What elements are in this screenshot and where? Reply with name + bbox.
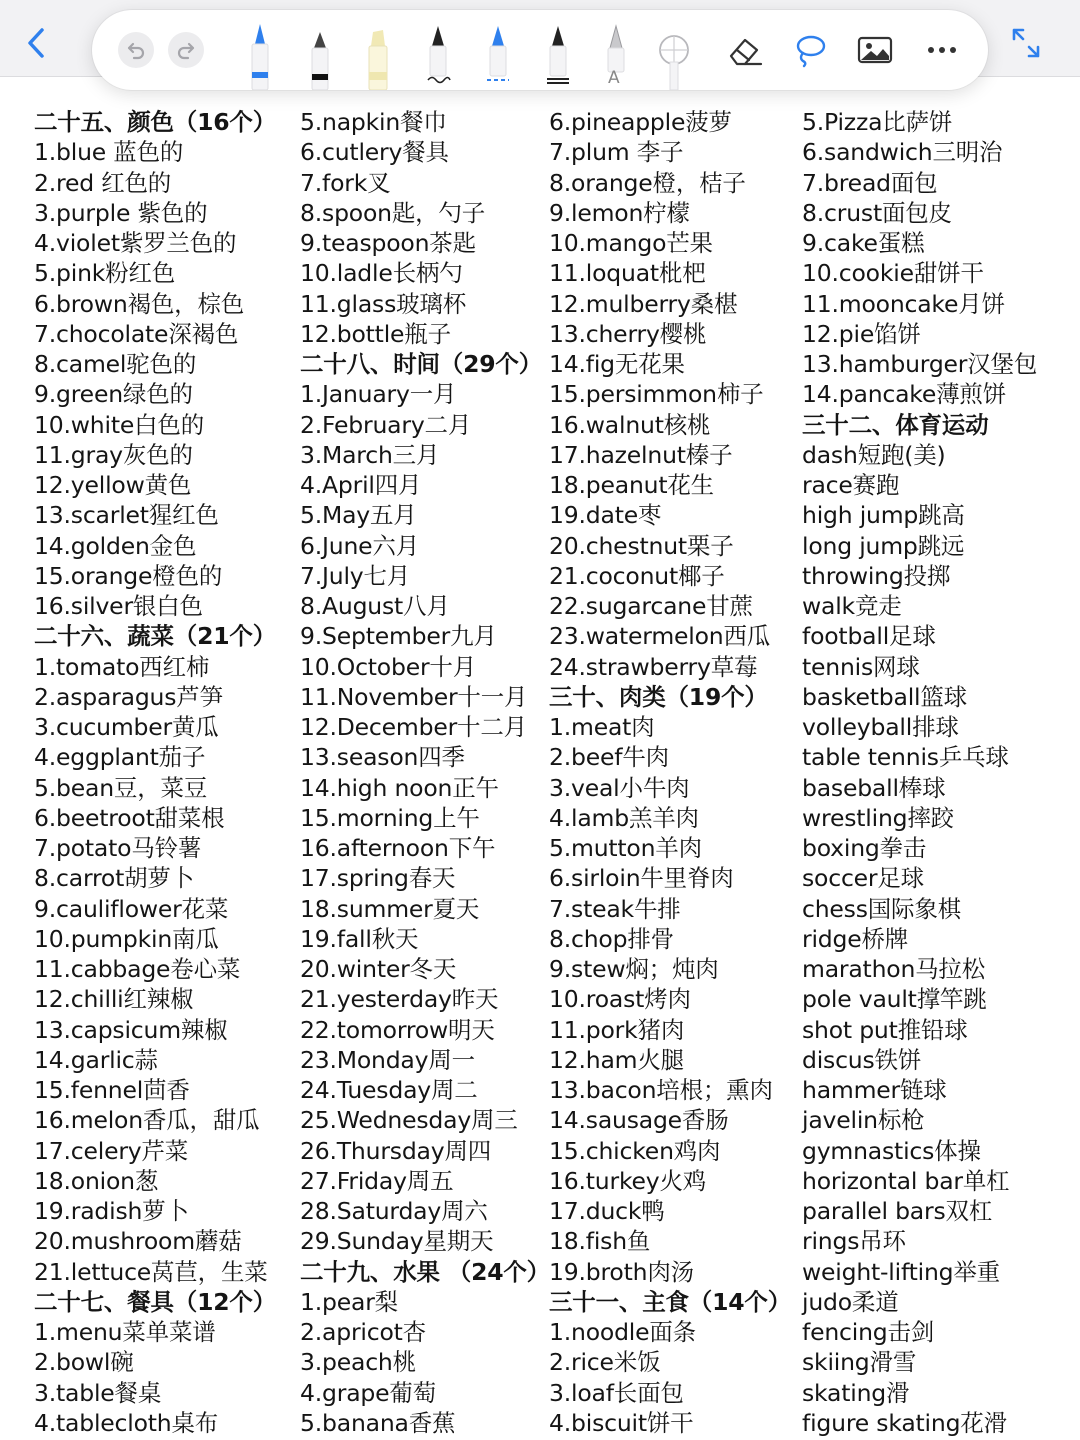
vocab-line: 9.teaspoon茶匙 (300, 229, 476, 257)
vocab-line: 1.tomato西红柿 (34, 652, 210, 681)
vocab-line: 14.golden金色 (34, 531, 197, 560)
fountain-pen-tool-icon (423, 10, 453, 90)
vocab-line: 22.sugarcane甘蔗 (549, 592, 753, 620)
section-heading: 二十九、水果 （24个） (300, 1257, 550, 1286)
vocab-line: 8.crust面包皮 (802, 198, 952, 227)
vocab-line: 28.Saturday周六 (300, 1197, 488, 1225)
vocab-line: 4.tablecloth桌布 (34, 1408, 219, 1437)
vocab-line: 21.lettuce莴苣，生菜 (34, 1257, 268, 1286)
vocab-line: 15.morning上午 (300, 803, 480, 832)
vocab-line: 16.afternoon下午 (300, 834, 496, 862)
vocab-line: 5.napkin餐巾 (300, 108, 447, 136)
vocab-line: baseball棒球 (802, 773, 946, 802)
vocab-line: 7.steak牛排 (549, 894, 681, 923)
vocab-line: 18.summer夏天 (300, 894, 480, 923)
vocab-line: boxing拳击 (802, 834, 927, 862)
vocab-line: 16.walnut核桃 (549, 410, 711, 439)
vocab-line: 11.pork猪肉 (549, 1015, 685, 1044)
expand-icon[interactable] (1008, 26, 1044, 60)
vocab-line: 8.August八月 (300, 592, 450, 620)
vocab-line: 19.fall秋天 (300, 924, 419, 953)
vocab-line: 12.pie馅饼 (802, 319, 921, 348)
vocab-line: weight-lifting举重 (802, 1257, 1000, 1286)
section-heading: 三十、肉类（19个） (549, 682, 768, 711)
vocab-line: 1.meat肉 (549, 713, 655, 741)
vocab-line: 6.beetroot甜菜根 (34, 803, 225, 832)
vocab-line: 14.garlic蒜 (34, 1045, 158, 1074)
vocab-line: skiing滑雪 (802, 1348, 917, 1377)
vocab-line: football足球 (802, 622, 936, 651)
section-heading: 三十一、主食（14个） (549, 1287, 792, 1316)
vocab-line: 20.winter冬天 (300, 955, 457, 983)
vocab-line: 3.purple 紫色的 (34, 198, 208, 227)
undo-icon (118, 32, 154, 68)
pen-tool-icon (245, 10, 275, 90)
redo-icon (168, 32, 204, 68)
vocab-line: 2.red 红色的 (34, 168, 172, 197)
vocab-line: 2.apricot杏 (300, 1318, 426, 1346)
vocab-line: skating滑 (802, 1378, 910, 1407)
vocab-line: 6.brown褐色，棕色 (34, 289, 245, 318)
vocab-line: 1.menu菜单菜谱 (34, 1318, 216, 1346)
vocab-line: 20.mushroom蘑菇 (34, 1227, 242, 1256)
vocab-line: dash短跑(美) (802, 440, 946, 469)
vocab-line: wrestling摔跤 (802, 803, 954, 832)
ruler-tool[interactable] (652, 10, 696, 90)
vocab-line: 2.asparagus芦笋 (34, 682, 223, 711)
vocab-line: 8.camel驼色的 (34, 350, 197, 378)
vocab-line: 4.biscuit饼干 (549, 1408, 694, 1437)
vocab-line: 19.broth肉汤 (549, 1257, 694, 1286)
vocab-line: basketball篮球 (802, 682, 967, 711)
vocab-line: 15.chicken鸡肉 (549, 1136, 721, 1165)
pen-tool[interactable] (242, 10, 278, 90)
vocab-line: 17.hazelnut榛子 (549, 440, 733, 469)
vocab-line: 13.bacon培根；熏肉 (549, 1076, 773, 1104)
vocab-line: 4.lamb羔羊肉 (549, 803, 699, 832)
vocab-line: 8.carrot胡萝卜 (34, 864, 195, 893)
vocab-line: 3.peach桃 (300, 1348, 416, 1377)
monoline-pen-tool[interactable] (540, 10, 576, 90)
vocab-line: 11.November十一月 (300, 682, 528, 711)
note-column-4 (802, 107, 1037, 1438)
vocab-line: parallel bars双杠 (802, 1197, 993, 1225)
vocab-line: 25.Wednesday周三 (300, 1106, 518, 1135)
vocab-line: long jump跳远 (802, 531, 965, 560)
vocab-line: gymnastics体操 (802, 1136, 981, 1165)
vocab-line: 18.onion葱 (34, 1166, 159, 1195)
back-icon[interactable] (22, 26, 52, 60)
vocab-line: 13.cherry樱桃 (549, 319, 707, 348)
vocab-line: 2.February二月 (300, 410, 472, 439)
vocab-line: 23.Monday周一 (300, 1045, 475, 1074)
vocab-line: 2.bowl碗 (34, 1348, 134, 1377)
eraser-tool[interactable] (724, 10, 766, 90)
vocab-line: 8.chop排骨 (549, 924, 674, 953)
vocab-line: 18.fish鱼 (549, 1227, 651, 1256)
vocab-line: 21.coconut椰子 (549, 561, 725, 590)
vocab-line: 5.May五月 (300, 501, 417, 530)
vocab-line: 16.turkey火鸡 (549, 1166, 707, 1195)
vocab-line: 10.mango芒果 (549, 229, 713, 257)
vocab-line: 9.green绿色的 (34, 380, 193, 409)
vocab-line: 6.pineapple菠萝 (549, 108, 732, 136)
vocab-line: 1.blue 蓝色的 (34, 138, 184, 167)
vocab-line: 15.fennel茴香 (34, 1076, 190, 1104)
vocab-line: 13.hamburger汉堡包 (802, 350, 1038, 378)
vocab-line: 29.Sunday星期天 (300, 1227, 494, 1256)
vocab-line: 13.capsicum辣椒 (34, 1015, 228, 1044)
vocab-line: 11.cabbage卷心菜 (34, 955, 241, 983)
vocab-line: 17.celery芹菜 (34, 1136, 189, 1165)
vocab-line: discus铁饼 (802, 1045, 922, 1074)
vocab-line: high jump跳高 (802, 501, 965, 530)
vocab-line: 3.loaf长面包 (549, 1378, 684, 1407)
ruler-tool-icon (654, 10, 694, 90)
vocab-line: 4.violet紫罗兰色的 (34, 229, 237, 257)
vocab-line: race赛跑 (802, 471, 900, 499)
pencil-tool[interactable] (598, 10, 634, 90)
vocab-line: 4.eggplant茄子 (34, 743, 206, 772)
vocab-line: 10.pumpkin南瓜 (34, 924, 219, 953)
vocab-line: 9.cake蛋糕 (802, 229, 925, 257)
vocab-line: 15.persimmon柿子 (549, 380, 764, 409)
vocab-line: 7.fork叉 (300, 168, 391, 197)
vocab-line: 13.season四季 (300, 743, 465, 772)
vocab-line: table tennis乒乓球 (802, 743, 1009, 772)
vocab-line: 14.fig无花果 (549, 350, 685, 378)
section-heading: 二十五、颜色（16个） (34, 108, 277, 136)
vocab-line: figure skating花滑 (802, 1408, 1007, 1437)
highlighter-tool-icon (363, 10, 393, 90)
vocab-line: 10.ladle长柄勺 (300, 259, 463, 288)
marker-tool[interactable] (302, 10, 338, 90)
vocab-line: 12.ham火腿 (549, 1045, 684, 1074)
section-heading: 二十七、餐具（12个） (34, 1287, 277, 1316)
vocab-line: 4.April四月 (300, 471, 422, 499)
vocab-line: 13.scarlet猩红色 (34, 501, 219, 530)
vocab-line: 11.mooncake月饼 (802, 289, 1005, 318)
vocab-line: 14.high noon正午 (300, 773, 499, 802)
note-column-3 (549, 107, 791, 1438)
vocab-line: 2.rice米饭 (549, 1348, 661, 1377)
vocab-line: 1.pear梨 (300, 1287, 398, 1316)
vocab-line: judo柔道 (802, 1287, 899, 1316)
vocab-line: 6.sandwich三明治 (802, 138, 1003, 167)
vocab-line: rings吊环 (802, 1227, 906, 1256)
vocab-line: 5.bean豆，菜豆 (34, 773, 208, 802)
vocab-line: throwing投掷 (802, 561, 951, 590)
vocab-line: 17.spring春天 (300, 864, 456, 893)
section-heading: 三十二、体育运动 (802, 410, 989, 439)
vocab-line: 14.pancake薄煎饼 (802, 380, 1007, 409)
vocab-line: 6.June六月 (300, 531, 419, 560)
vocab-line: 9.September九月 (300, 622, 497, 651)
image-tool[interactable] (854, 10, 896, 90)
vocab-line: 3.cucumber黄瓜 (34, 713, 219, 741)
vocab-line: 24.strawberry草莓 (549, 652, 758, 681)
vocab-line: 10.white白色的 (34, 410, 204, 439)
note-column-1 (34, 107, 276, 1438)
vocab-line: volleyball排球 (802, 713, 959, 741)
dashed-pen-tool-icon (483, 10, 513, 90)
vocab-line: 7.bread面包 (802, 168, 938, 197)
vocab-line: 15.orange橙色的 (34, 561, 223, 590)
section-heading: 二十八、时间（29个） (300, 350, 543, 378)
vocab-line: 24.Tuesday周二 (300, 1076, 478, 1104)
vocab-line: 1.January一月 (300, 380, 457, 409)
undo-button[interactable] (116, 10, 156, 90)
vocab-line: 12.chilli红辣椒 (34, 985, 194, 1014)
vocab-line: 5.banana香蕉 (300, 1408, 456, 1437)
vocab-line: 5.Pizza比萨饼 (802, 108, 953, 136)
vocab-line: 2.beef牛肉 (549, 743, 669, 772)
vocab-line: 12.yellow黄色 (34, 471, 192, 499)
vocab-line: soccer足球 (802, 864, 924, 893)
vocab-line: 10.roast烤肉 (549, 985, 691, 1014)
vocab-line: 6.cutlery餐具 (300, 138, 449, 167)
vocab-line: 9.lemon柠檬 (549, 198, 690, 227)
vocab-line: 3.veal小牛肉 (549, 773, 690, 802)
vocab-line: javelin标枪 (802, 1106, 925, 1135)
vocab-line: 27.Friday周五 (300, 1166, 454, 1195)
vocab-line: 12.December十二月 (300, 713, 527, 741)
lasso-tool[interactable] (788, 10, 830, 90)
vocab-line: 16.melon香瓜，甜瓜 (34, 1106, 260, 1135)
note-content[interactable] (0, 107, 1080, 1440)
vocab-line: fencing击剑 (802, 1318, 935, 1346)
dashed-pen-tool[interactable] (480, 10, 516, 90)
vocab-line: chess国际象棋 (802, 894, 961, 923)
vocab-line: tennis网球 (802, 652, 920, 681)
vocab-line: 18.peanut花生 (549, 471, 714, 499)
more-icon (922, 30, 962, 70)
vocab-line: 12.mulberry桑椹 (549, 289, 738, 318)
note-column-2 (300, 107, 550, 1438)
vocab-line: 11.loquat枇杷 (549, 259, 706, 288)
vocab-line: 3.March三月 (300, 440, 440, 469)
redo-button[interactable] (166, 10, 206, 90)
vocab-line: 10.cookie甜饼干 (802, 259, 984, 288)
vocab-line: 6.sirloin牛里脊肉 (549, 864, 734, 893)
vocab-line: 19.date枣 (549, 501, 662, 530)
vocab-line: walk竞走 (802, 592, 902, 620)
vocab-line: 12.bottle瓶子 (300, 319, 451, 348)
eraser-icon (725, 30, 765, 70)
fountain-pen-tool[interactable] (420, 10, 456, 90)
vocab-line: 7.July七月 (300, 561, 411, 590)
vocab-line: 26.Thursday周四 (300, 1136, 492, 1165)
highlighter-tool[interactable] (360, 10, 396, 90)
vocab-line: 23.watermelon西瓜 (549, 622, 771, 651)
vocab-line: 7.potato马铃薯 (34, 834, 202, 862)
vocab-line: 11.glass玻璃杯 (300, 289, 467, 318)
section-heading: 二十六、蔬菜（21个） (34, 622, 277, 651)
vocab-line: horizontal bar单杠 (802, 1166, 1010, 1195)
vocab-line: 14.sausage香肠 (549, 1106, 729, 1135)
vocab-line: 21.yesterday昨天 (300, 985, 499, 1014)
vocab-line: 20.chestnut栗子 (549, 531, 734, 560)
marker-tool-icon (305, 10, 335, 90)
vocab-line: 5.pink粉红色 (34, 259, 176, 288)
lasso-icon (789, 30, 829, 70)
vocab-line: 7.plum 李子 (549, 138, 684, 167)
vocab-line: 7.chocolate深褐色 (34, 319, 239, 348)
vocab-line: 9.cauliflower花菜 (34, 894, 229, 923)
vocab-line: marathon马拉松 (802, 955, 986, 983)
vocab-line: 3.table餐桌 (34, 1378, 162, 1407)
vocab-line: 17.duck鸭 (549, 1197, 665, 1225)
vocab-line: 9.stew焖；炖肉 (549, 955, 719, 983)
vocab-line: ridge桥牌 (802, 924, 909, 953)
vocab-line: 11.gray灰色的 (34, 440, 193, 469)
vocab-line: 8.orange橙，桔子 (549, 168, 746, 197)
monoline-pen-tool-icon (543, 10, 573, 90)
vocab-line: 1.noodle面条 (549, 1318, 696, 1346)
vocab-line: 22.tomorrow明天 (300, 1015, 495, 1044)
vocab-line: hammer链球 (802, 1076, 947, 1104)
drawing-toolbar (92, 10, 988, 90)
image-icon (855, 30, 895, 70)
vocab-line: 8.spoon匙，勺子 (300, 198, 486, 227)
vocab-line: 16.silver银白色 (34, 592, 203, 620)
pencil-label: A (608, 68, 620, 88)
vocab-line: 4.grape葡萄 (300, 1378, 436, 1407)
vocab-line: 19.radish萝卜 (34, 1197, 189, 1225)
vocab-line: 10.October十月 (300, 652, 477, 681)
vocab-line: shot put推铅球 (802, 1015, 968, 1044)
vocab-line: 5.mutton羊肉 (549, 834, 702, 862)
vocab-line: pole vault撑竿跳 (802, 985, 987, 1014)
more-button[interactable] (920, 10, 964, 90)
